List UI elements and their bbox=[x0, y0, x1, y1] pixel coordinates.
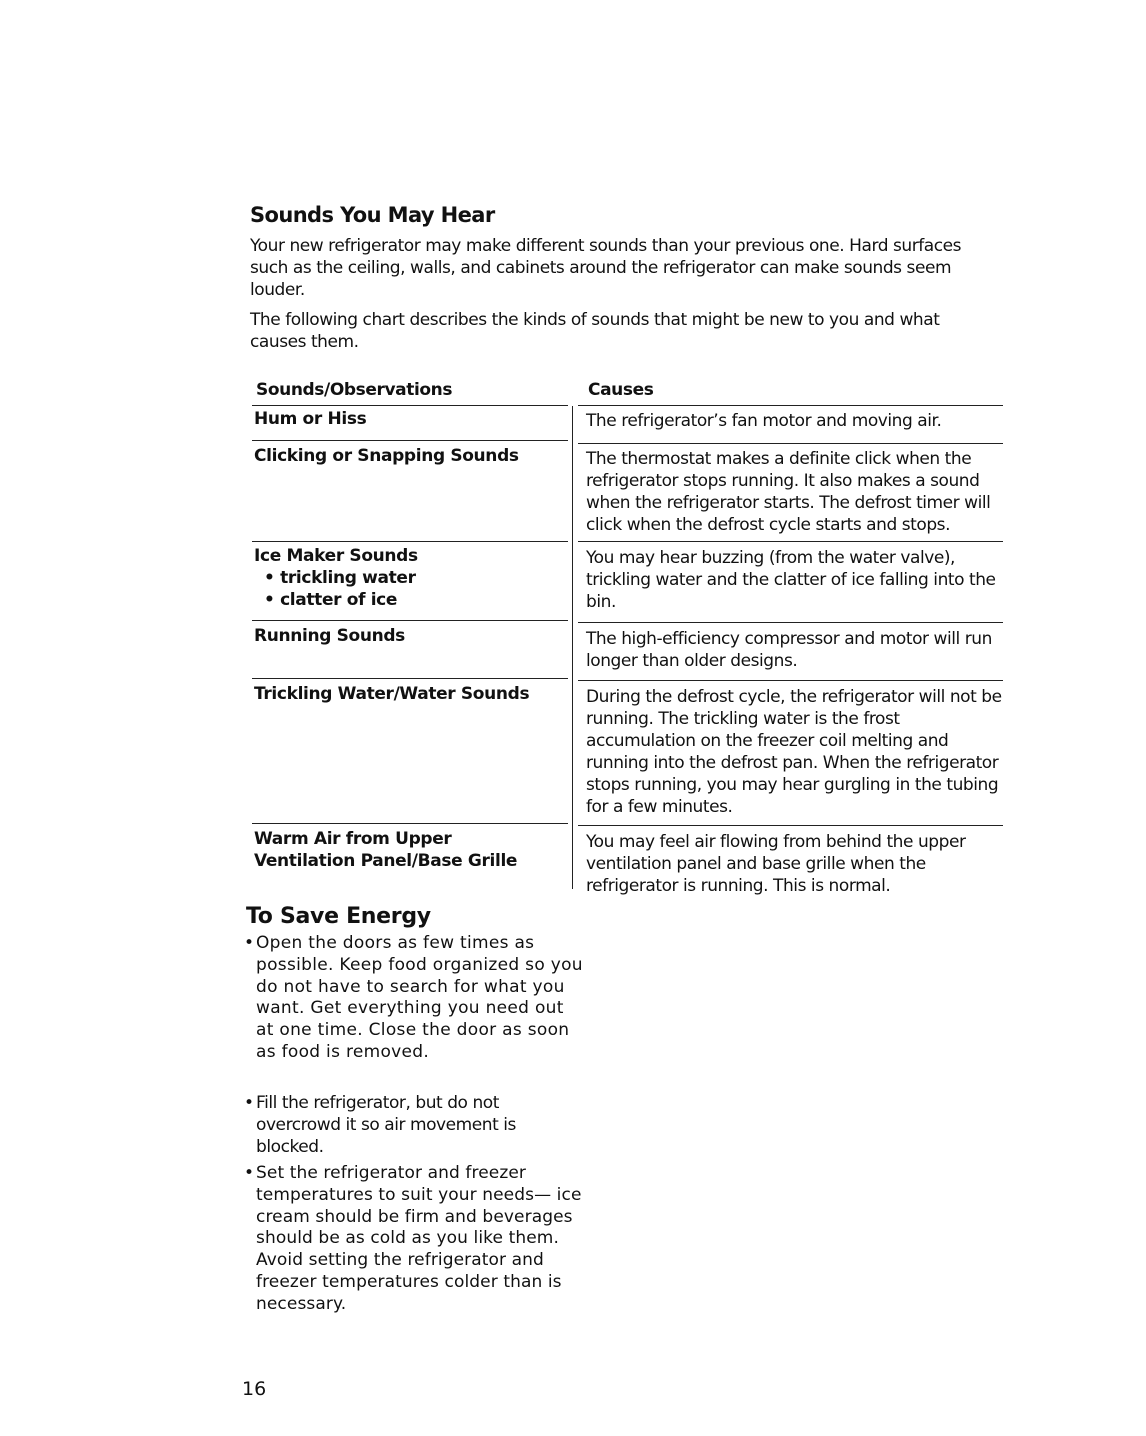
energy-tip bbox=[244, 1163, 584, 1316]
chart-row-observation bbox=[254, 445, 564, 467]
row-divider bbox=[578, 622, 1003, 623]
energy-tip-text: Fill the refrigerator, but do not overcrowd it so air movement is blocked. bbox=[256, 1093, 516, 1157]
row-divider bbox=[578, 405, 1003, 406]
observation-label: Trickling Water/Water Sounds bbox=[254, 684, 530, 704]
observation-sub-item: • clatter of ice bbox=[264, 590, 398, 610]
row-divider bbox=[578, 443, 1003, 444]
observation-label: Hum or Hiss bbox=[254, 409, 367, 429]
page-number: 16 bbox=[242, 1378, 267, 1400]
chart-row-cause: During the defrost cycle, the refrigerator will not be running. The trickling water is the frost accumulation on the freezer coil melting and running into the defrost pan. When the refrigerator stops running, you may hear gurgling in the tubing for a few minutes. bbox=[586, 687, 1002, 817]
row-divider bbox=[252, 405, 568, 406]
row-divider bbox=[578, 541, 1003, 542]
observation-label: Ice Maker Sounds bbox=[254, 546, 418, 566]
row-divider bbox=[252, 620, 568, 621]
chart-row-cause: The thermostat makes a definite click when the refrigerator stops running. It also makes a sound when the refrigerator starts. The defrost timer will click when the defrost cycle starts and stops. bbox=[586, 449, 991, 535]
chart-row-observation bbox=[254, 683, 564, 705]
row-divider bbox=[578, 825, 1003, 826]
row-divider bbox=[252, 541, 568, 542]
row-divider bbox=[578, 680, 1003, 681]
observation-sub-item: • trickling water bbox=[264, 568, 416, 588]
observation-label: Running Sounds bbox=[254, 626, 405, 646]
sounds-section-title: Sounds You May Hear bbox=[250, 203, 495, 227]
chart-row-cause: You may feel air flowing from behind the upper ventilation panel and base grille when the refrigerator is running. This is normal. bbox=[586, 832, 966, 896]
chart-header-observations: Sounds/Observations bbox=[256, 380, 453, 400]
bullet-icon: • bbox=[244, 933, 255, 953]
row-divider bbox=[252, 823, 568, 824]
observation-label: Clicking or Snapping Sounds bbox=[254, 446, 519, 466]
bullet-icon: • bbox=[244, 1093, 254, 1113]
row-divider bbox=[252, 678, 568, 679]
energy-tip-text: Open the doors as few times as possible. Keep food organized so you do not have to search for what you want. Get everything you need out at one time. Close the door as soon as food is removed. bbox=[256, 933, 583, 1062]
chart-row-observation bbox=[254, 408, 564, 430]
chart-row-cause: The refrigerator’s fan motor and moving air. bbox=[586, 411, 942, 431]
row-divider bbox=[252, 440, 568, 441]
chart-header-causes: Causes bbox=[588, 380, 654, 400]
chart-row-observation bbox=[254, 625, 564, 647]
chart-row-cause: You may hear buzzing (from the water valve), trickling water and the clatter of ice falling into the bin. bbox=[586, 548, 996, 612]
chart-row-observation bbox=[254, 545, 564, 611]
energy-tip bbox=[244, 933, 584, 1064]
bullet-icon: • bbox=[244, 1163, 255, 1183]
observation-label: Ventilation Panel/Base Grille bbox=[254, 851, 518, 871]
chart-intro-paragraph: The following chart describes the kinds of sounds that might be new to you and what causes them. bbox=[250, 310, 940, 352]
chart-column-divider bbox=[572, 406, 573, 889]
energy-tip bbox=[244, 1093, 584, 1158]
sounds-intro-paragraph: Your new refrigerator may make different sounds than your previous one. Hard surfaces such as the ceiling, walls, and cabinets around the refrigerator can make sounds seem louder. bbox=[250, 236, 962, 300]
energy-section-title: To Save Energy bbox=[246, 904, 431, 929]
energy-tip-text: Set the refrigerator and freezer temperatures to suit your needs— ice cream should be firm and beverages should be as cold as you like them. Avoid setting the refrigerator and freezer temperatures colder than is necessary. bbox=[256, 1163, 582, 1314]
observation-label: Warm Air from Upper bbox=[254, 829, 452, 849]
chart-row-observation bbox=[254, 828, 564, 872]
chart-row-cause: The high-efficiency compressor and motor will run longer than older designs. bbox=[586, 629, 992, 671]
